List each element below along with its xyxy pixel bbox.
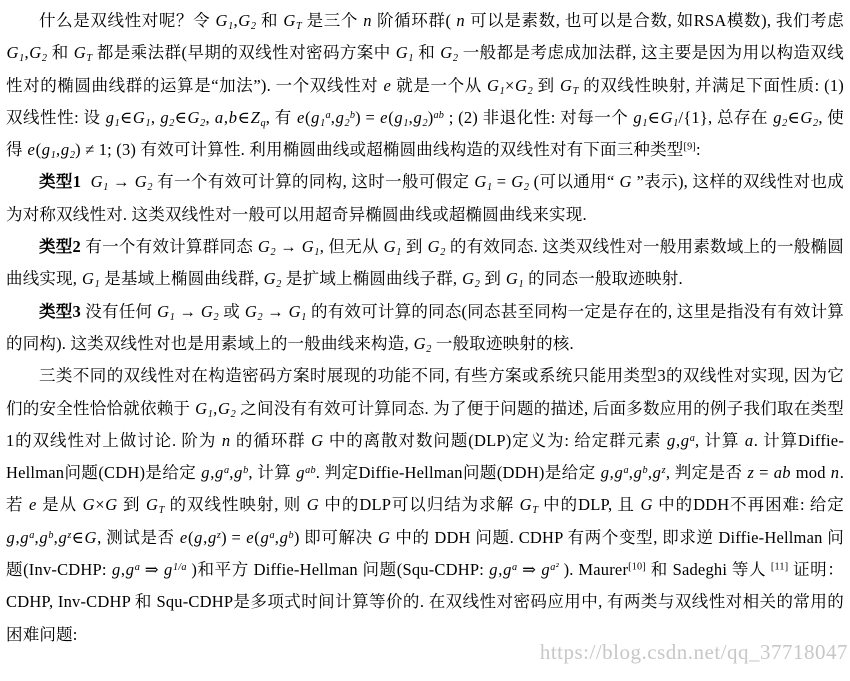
text-run: × — [504, 75, 515, 95]
text-run: G — [263, 269, 276, 289]
text-run: 1 — [642, 117, 648, 129]
text-run: G — [84, 527, 97, 547]
text-run: 2 — [527, 85, 533, 97]
text-run: G — [73, 43, 86, 63]
text-run: 到 — [480, 269, 506, 289]
text-run: g — [614, 463, 623, 483]
text-run: g — [41, 140, 51, 160]
text-run: a — [623, 465, 629, 477]
text-run: g — [335, 107, 345, 127]
paragraph-intro — [6, 5, 844, 166]
text-run: G — [519, 495, 532, 515]
text-run: 2 — [426, 344, 432, 356]
text-run: 中的DDH不再困难: 给定 — [653, 495, 844, 515]
text-run: , — [120, 560, 126, 580]
text-run: , — [150, 107, 160, 127]
text-run: G — [195, 398, 208, 418]
text-run: a — [223, 465, 230, 477]
text-run: 的有效可计算的同态(同态甚至同构一定是存在的, 这里是指没有有效计算的同构). 这类双线性对也是用素域上的一般曲线来构造, — [6, 301, 844, 353]
text-run: b — [48, 529, 54, 541]
text-run: ( — [388, 107, 394, 127]
text-run: , — [56, 140, 61, 160]
text-run: ( — [187, 527, 194, 547]
text-run: 都是乘法群(早期的双线性对密码方案中 — [92, 43, 396, 63]
text-run: 中的DLP, 且 — [538, 495, 640, 515]
paragraph-type1 — [6, 166, 844, 231]
text-run: G — [311, 430, 324, 450]
text-run: a — [512, 561, 518, 573]
text-run: g — [600, 463, 610, 483]
text-run: b — [349, 109, 356, 121]
text-run — [81, 172, 90, 191]
text-run: ∈ — [119, 107, 133, 127]
text-run: g — [160, 107, 169, 127]
text-run: g — [773, 107, 782, 127]
text-run: , 测试是否 — [97, 527, 180, 547]
text-run: a — [689, 432, 696, 444]
text-run: e — [27, 140, 36, 160]
text-run: 到 — [532, 75, 560, 95]
text-run: → — [175, 301, 201, 321]
text-run: : — [696, 140, 701, 160]
text-run: G — [132, 107, 146, 127]
text-run: G — [378, 527, 391, 547]
text-run: G — [217, 398, 231, 418]
text-run: 2 — [41, 53, 48, 65]
text-run: G — [81, 269, 95, 289]
text-run: G — [640, 495, 653, 515]
text-run: 证明： CDHP, Inv-CDHP 和 Squ-CDHP是多项式时间计算等价的. 在双线性对密码应用中, 有两类与双线性对相关的常用的困难问题: — [6, 560, 844, 644]
text-run: g — [201, 463, 210, 483]
text-run: ; (2) 非退化性: 对每一个 — [444, 107, 633, 127]
text-run: . 若 — [6, 463, 845, 515]
text-run: z — [661, 465, 666, 477]
text-run: G — [200, 301, 214, 321]
text-run: 一般取迹映射的核. — [431, 333, 574, 353]
text-run: b — [243, 465, 249, 477]
text-run: 2 — [422, 117, 428, 129]
text-run: G — [440, 43, 453, 63]
citation-ref: [9] — [683, 141, 697, 153]
paragraph-discussion — [6, 360, 844, 651]
text-run: n — [456, 11, 465, 30]
text-run: G — [619, 172, 632, 192]
text-run: a — [29, 529, 35, 541]
text-run: 1 — [408, 53, 414, 65]
text-run: , — [205, 107, 215, 127]
text-run: 1 — [499, 85, 505, 97]
text-run: , — [609, 463, 614, 483]
text-run: ( — [304, 107, 311, 127]
text-run: ∈ — [237, 107, 251, 127]
text-run: 有一个有效可计算的同构, 这时一般可假定 — [152, 172, 474, 192]
text-run: 1 — [314, 247, 320, 259]
text-run: g — [489, 560, 498, 580]
text-run: ”表示), 这样的双线性对也成为对称双线性对. 这类双线性对一般可以用超奇异椭圆曲线或超椭圆曲线来实现. — [6, 172, 845, 224]
text-run: ab — [433, 109, 445, 121]
text-run: → — [275, 237, 302, 257]
text-run: , — [330, 107, 336, 127]
text-run: g — [503, 560, 512, 580]
text-run: 的双线性映射, 则 — [164, 495, 307, 515]
text-run: , — [15, 527, 20, 547]
text-run: 1 — [403, 117, 409, 129]
text-run: 2 — [344, 117, 350, 129]
text-run: ( — [35, 140, 42, 160]
text-run: g — [680, 430, 690, 450]
text-run: 1 — [301, 311, 307, 323]
text-run: G — [82, 495, 95, 515]
text-run: G — [395, 43, 408, 63]
text-run: T — [572, 85, 579, 97]
text-run: g — [296, 463, 305, 483]
text-run: 2 — [147, 182, 153, 194]
text-run: , — [223, 107, 229, 127]
text-run: 2 — [250, 21, 257, 33]
text-run: 1 — [486, 182, 493, 194]
text-run: b — [228, 107, 238, 127]
text-run: , — [229, 463, 234, 483]
text-run: , — [628, 463, 634, 483]
text-run: 是扩域上椭圆曲线子群, — [281, 269, 462, 289]
text-run: T — [295, 21, 302, 33]
text-run: ) 即可解决 — [293, 527, 378, 547]
text-run: G — [427, 237, 440, 257]
paragraph-type2 — [6, 231, 844, 296]
text-run: 1 — [518, 279, 524, 291]
text-run: ⇒ — [517, 560, 541, 580]
text-run: g — [652, 463, 662, 483]
text-run: n — [221, 430, 231, 450]
text-run: , — [647, 463, 653, 483]
text-run: 2 — [213, 311, 219, 323]
text-run: G — [800, 107, 813, 127]
text-run: G — [187, 107, 200, 127]
text-run: G — [157, 301, 170, 321]
text-run: 2 — [169, 117, 175, 129]
text-run: 一般都是考虑成加法群, 这主要是因为用以构造双线性对的椭圆曲线群的运算是“加法”). 一个双线性对 — [6, 43, 844, 95]
text-run: G — [134, 172, 147, 192]
text-run: q — [260, 117, 266, 129]
text-run: n — [830, 463, 840, 483]
text-run: 到 — [401, 237, 428, 257]
text-run: 1 — [673, 117, 679, 129]
text-run: 2 — [200, 117, 206, 129]
text-run: g — [60, 140, 70, 160]
text-run: 2 — [270, 247, 276, 259]
text-run: , — [203, 527, 208, 547]
text-run: G — [90, 172, 103, 192]
text-run: g — [666, 430, 676, 450]
text-run: , — [408, 107, 413, 127]
text-run: 中的离散对数问题(DLP)定义为: 给定群元素 — [323, 430, 667, 450]
text-run: g — [58, 527, 67, 547]
text-run: e — [29, 495, 37, 515]
text-run: , 有 — [265, 107, 297, 127]
citation-ref: [10] — [628, 561, 646, 573]
text-run: , — [233, 11, 238, 30]
text-run: , 计算 — [248, 463, 296, 483]
text-run: ) ≠ 1; (3) 有效可计算性. 利用椭圆曲线或超椭圆曲线构造的双线性对有下面三种类型 — [75, 140, 684, 160]
text-run: ) = — [355, 107, 380, 127]
text-run: b — [288, 529, 294, 541]
text-run: 或 — [218, 301, 245, 321]
text-run: ( — [254, 527, 260, 547]
text-run: g — [541, 560, 550, 580]
text-run: g — [279, 527, 289, 547]
text-run: 就是一个从 — [391, 75, 487, 95]
text-run: 和 Sadeghi 等人 — [645, 560, 771, 580]
text-run: 2 — [452, 53, 459, 65]
text-run: 1 — [50, 150, 57, 162]
document-text-block — [6, 5, 844, 651]
text-run: G — [146, 495, 159, 515]
text-run: . 判定Diffie-Hellman问题(DDH)是给定 — [315, 463, 601, 483]
text-run: g — [164, 560, 173, 580]
text-run: e — [383, 75, 392, 95]
text-run: )和平方 Diffie-Hellman 问题(Squ-CDHP: — [186, 560, 489, 580]
text-run: g — [215, 463, 224, 483]
text-run: 中的DLP可以归结为求解 — [319, 495, 520, 515]
text-run: G — [474, 172, 487, 192]
text-run: , 使得 — [6, 107, 845, 160]
text-run: ∈ — [787, 107, 800, 127]
text-run: ab — [305, 465, 316, 477]
text-run: , — [34, 527, 39, 547]
text-run: = — [754, 463, 774, 483]
text-run: 1 — [145, 117, 151, 129]
text-run: G — [288, 301, 301, 321]
text-run: G — [505, 269, 519, 289]
text-run: ) — [427, 107, 434, 127]
text-run: e — [380, 107, 388, 127]
text-run: G — [29, 43, 42, 63]
text-run: 有一个有效计算群同态 — [80, 237, 258, 257]
text-run: G — [6, 43, 19, 63]
text-run: 2 — [276, 279, 282, 291]
text-run: G — [105, 495, 118, 515]
text-run: 是从 — [37, 495, 83, 515]
text-run: g — [6, 527, 15, 547]
citation-ref: [11] — [770, 561, 789, 573]
text-run: g — [39, 527, 48, 547]
text-run: 的双线性映射, 并满足下面性质: (1) 双线性性: 设 — [6, 75, 844, 127]
text-run: 阶循环群( — [372, 11, 456, 30]
text-run: g — [394, 107, 403, 127]
text-run: 1/a — [172, 561, 187, 573]
text-run: g — [125, 560, 135, 580]
text-run: G — [238, 11, 251, 30]
text-run: , — [213, 398, 218, 418]
text-run: , — [274, 527, 280, 547]
text-run: , 判定是否 — [665, 463, 747, 483]
text-run: 1 — [207, 408, 214, 420]
text-run: T — [532, 505, 539, 517]
text-run: z — [216, 529, 222, 541]
text-run: g — [20, 527, 29, 547]
text-run: 的同态一般取迹映射. — [523, 269, 683, 289]
text-run: 三类不同的双线性对在构造密码方案时展现的功能不同, 有些方案或系统只能用类型3的双线性对实现, 因为它们的安全性恰恰就依赖于 — [6, 366, 844, 418]
text-run: mod — [791, 463, 831, 483]
text-run: 2 — [782, 117, 788, 129]
text-run: G — [383, 237, 396, 257]
text-run: g — [207, 527, 217, 547]
text-run: e — [179, 527, 188, 547]
text-run: ) = — [221, 527, 246, 547]
text-run: , — [210, 463, 215, 483]
text-run: 中的 DDH 问题. CDHP 有两个变型, 即求逆 Diffie-Hellman 问题(Inv-CDHP: — [6, 527, 845, 580]
text-run: T — [158, 505, 165, 517]
text-run: , — [53, 527, 58, 547]
text-run: ). Maurer — [558, 560, 629, 580]
text-run: a — [744, 430, 754, 450]
text-run: × — [95, 495, 105, 515]
type-label: 类型1 — [39, 172, 82, 192]
text-run: 1 — [320, 117, 326, 129]
text-run: a — [134, 561, 140, 573]
text-run: 2 — [440, 247, 446, 259]
text-run: 1 — [114, 117, 120, 129]
text-run: ⇒ — [140, 560, 164, 580]
text-run: 2 — [69, 150, 76, 162]
text-run: 1 — [19, 53, 25, 65]
text-run: g — [194, 527, 203, 547]
text-run: 没有任何 — [80, 301, 157, 321]
text-run: g — [111, 560, 121, 580]
text-run: g — [633, 463, 643, 483]
text-run: G — [283, 11, 296, 30]
text-run: T — [86, 53, 93, 65]
text-run: G — [301, 237, 314, 257]
text-run: 什么是双线性对呢？令 — [39, 11, 216, 30]
text-run: g — [311, 107, 320, 127]
text-run: G — [660, 107, 673, 127]
text-run: G — [462, 269, 475, 289]
text-run: g — [260, 527, 269, 547]
csdn-watermark: https://blog.csdn.net/qq_37718047 — [539, 640, 848, 664]
text-run: , — [498, 560, 503, 580]
text-run: e — [246, 527, 254, 547]
text-run: 2 — [813, 117, 819, 129]
text-run: ∈ — [647, 107, 661, 127]
text-run: 1 — [103, 182, 109, 194]
text-run: g — [105, 107, 115, 127]
text-run: = — [492, 172, 511, 192]
paragraph-type3 — [6, 296, 844, 361]
text-run: g — [633, 107, 642, 127]
text-run: 1 — [94, 279, 100, 291]
text-run: b — [642, 465, 648, 477]
type-label: 类型2 — [39, 237, 81, 257]
text-run: /{1}, 总存在 — [678, 107, 773, 127]
text-run: → — [108, 172, 135, 192]
text-run: n — [363, 11, 372, 30]
text-run: 和 — [256, 11, 283, 30]
text-run: (可以通用“ — [529, 172, 619, 192]
text-run: , 计算 — [695, 430, 745, 450]
text-run: e — [296, 107, 305, 127]
text-run: 的循环群 — [230, 430, 311, 450]
text-run: G — [244, 301, 257, 321]
text-run: z — [747, 463, 755, 483]
text-run: g — [234, 463, 243, 483]
text-run: 是三个 — [301, 11, 363, 30]
text-run: G — [413, 333, 426, 353]
text-run: 和 — [47, 43, 74, 63]
text-run: ∈ — [174, 107, 187, 127]
text-run: g — [413, 107, 422, 127]
text-run: 的有效同态. 这类双线性对一般用素数域上的一般椭圆曲线实现, — [6, 237, 845, 289]
text-run: a — [325, 109, 331, 121]
text-run: 2 — [230, 408, 236, 420]
text-run: 是基域上椭圆曲线群, — [99, 269, 264, 289]
text-run: 之间没有有效可计算同态. 为了便于问题的描述, 后面多数应用的例子我们取在类型1的双线性对上做讨论. 阶为 — [6, 398, 844, 450]
text-run: , 但无从 — [319, 237, 384, 257]
text-run: a² — [550, 561, 559, 573]
text-run: 2 — [474, 279, 481, 291]
text-run: a — [269, 529, 275, 541]
text-run: G — [514, 75, 528, 95]
text-run: 1 — [228, 21, 234, 33]
type-label: 类型3 — [39, 301, 81, 321]
text-run: . 计算Diffie-Hellman问题(CDH)是给定 — [6, 430, 845, 483]
text-run: G — [487, 75, 500, 95]
text-run: , — [675, 430, 681, 450]
text-run: G — [257, 237, 270, 257]
text-run: , — [24, 43, 29, 63]
text-run: ∈ — [71, 527, 85, 547]
text-run: Z — [250, 107, 260, 127]
text-run: ab — [773, 463, 791, 483]
text-run: G — [215, 11, 228, 30]
text-run: z — [67, 529, 72, 541]
text-run: a — [214, 107, 224, 127]
text-run: G — [306, 495, 319, 515]
text-run: 1 — [169, 311, 175, 323]
text-run: 1 — [396, 247, 402, 259]
text-run: G — [559, 75, 573, 95]
text-run: 可以是素数, 也可以是合数, 如RSA模数), 我们考虑 — [465, 11, 845, 30]
text-run: → — [262, 301, 289, 321]
text-run: 2 — [257, 311, 263, 323]
text-run: 2 — [523, 182, 530, 194]
text-run: 到 — [117, 495, 146, 515]
text-run: G — [511, 172, 524, 192]
text-run: 和 — [413, 43, 440, 63]
